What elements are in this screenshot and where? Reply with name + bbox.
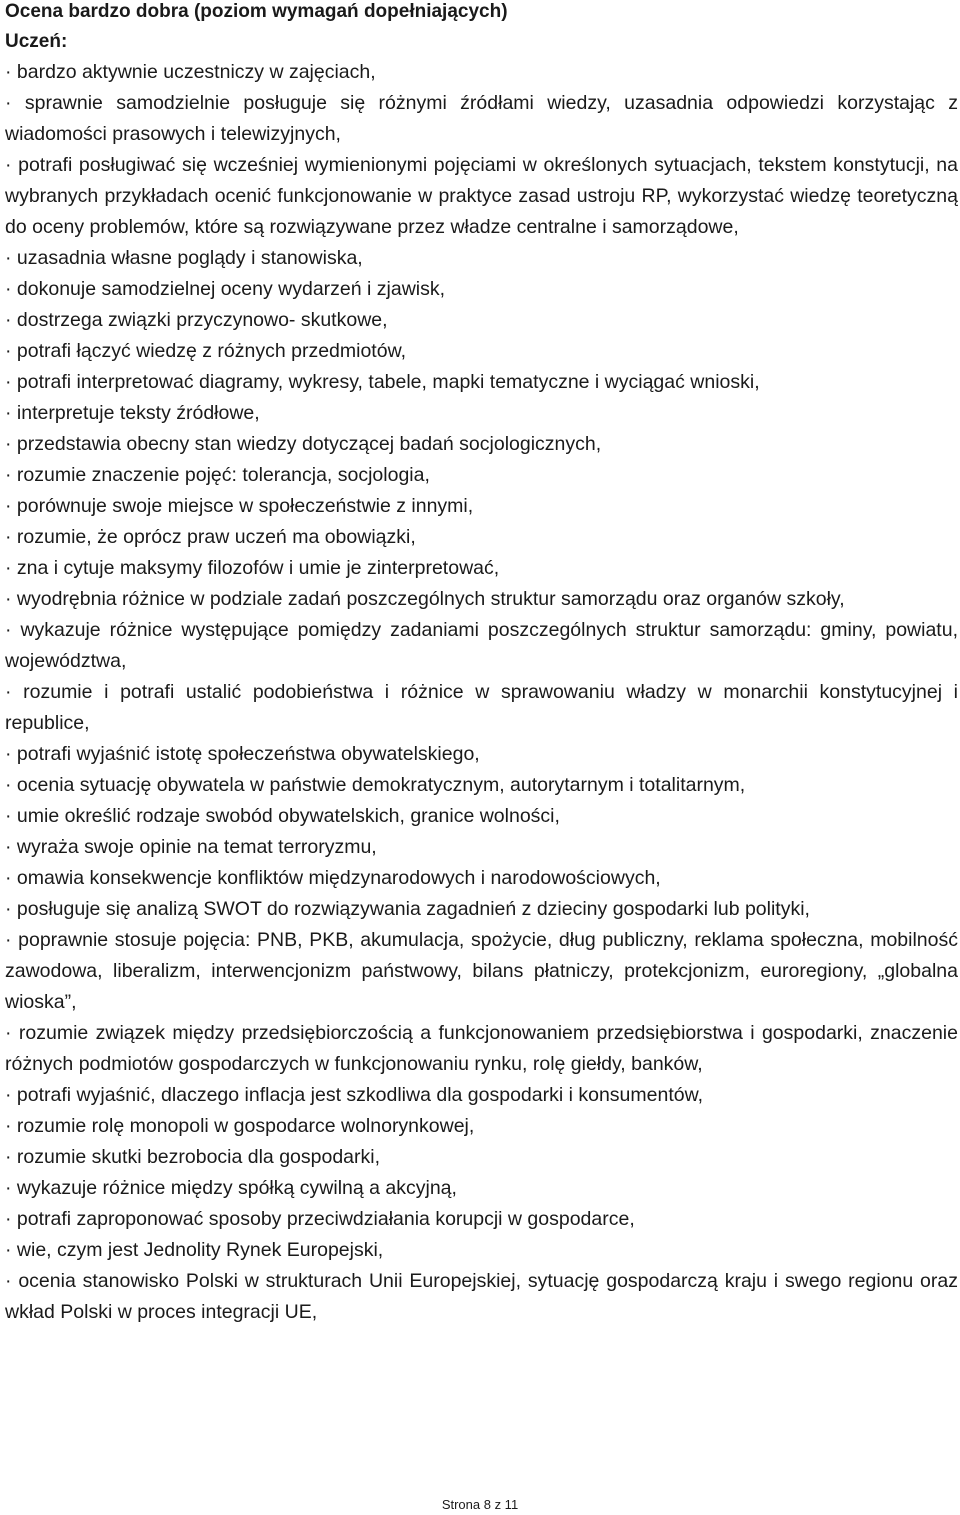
list-item: · rozumie, że oprócz praw uczeń ma obowiązki, xyxy=(5,526,416,548)
list-item: · dokonuje samodzielnej oceny wydarzeń i zjawisk, xyxy=(5,278,446,300)
list-item: · wykazuje różnice występujące pomiędzy zadaniami poszczególnych struktur samorządu: gminy, powiatu, województwa, xyxy=(5,619,958,672)
list-item: · przedstawia obecny stan wiedzy dotyczącej badań socjologicznych, xyxy=(5,433,602,455)
list-item: · potrafi łączyć wiedzę z różnych przedmiotów, xyxy=(5,340,406,362)
list-item: · omawia konsekwencje konfliktów międzynarodowych i narodowościowych, xyxy=(5,867,661,889)
list-item: · uzasadnia własne poglądy i stanowiska, xyxy=(5,247,363,269)
section-subtitle: Uczeń: xyxy=(5,31,68,52)
list-item: · porównuje swoje miejsce w społeczeństwie z innymi, xyxy=(5,495,474,517)
page-number: Strona 8 z 11 xyxy=(441,1497,519,1512)
list-item: · bardzo aktywnie uczestniczy w zajęciach, xyxy=(5,61,376,83)
list-item: · potrafi posługiwać się wcześniej wymienionymi pojęciami w określonych sytuacjach, tekstem konstytucji, na wybranych przykładach ocenić funkcjonowanie w praktyce zasad ustroju RP, wykorzystać wiedzę teoretyczną do oceny problemów, które są rozwiązywane przez władze centralne i samorządowe, xyxy=(5,154,958,238)
list-item: · rozumie znaczenie pojęć: tolerancja, socjologia, xyxy=(5,464,430,486)
requirements-list xyxy=(5,57,958,1328)
page-footer xyxy=(0,1497,960,1513)
list-item: · potrafi wyjaśnić, dlaczego inflacja jest szkodliwa dla gospodarki i konsumentów, xyxy=(5,1084,704,1106)
list-item: · rozumie rolę monopoli w gospodarce wolnorynkowej, xyxy=(5,1115,475,1137)
list-item: · wyodrębnia różnice w podziale zadań poszczególnych struktur samorządu oraz organów szkoły, xyxy=(5,588,845,610)
list-item: · poprawnie stosuje pojęcia: PNB, PKB, akumulacja, spożycie, dług publiczny, reklama społeczna, mobilność zawodowa, liberalizm, interwencjonizm państwowy, bilans płatniczy, protekcjonizm, euroregiony, „globalna wioska”, xyxy=(5,929,958,1013)
list-item: · potrafi wyjaśnić istotę społeczeństwa obywatelskiego, xyxy=(5,743,480,765)
list-item: · zna i cytuje maksymy filozofów i umie je zinterpretować, xyxy=(5,557,500,579)
list-item: · ocenia stanowisko Polski w strukturach Unii Europejskiej, sytuację gospodarczą kraju i swego regionu oraz wkład Polski w proces integracji UE, xyxy=(5,1270,958,1323)
section-title: Ocena bardzo dobra (poziom wymagań dopełniających) xyxy=(5,1,508,22)
list-item: · wykazuje różnice między spółką cywilną a akcyjną, xyxy=(5,1177,457,1199)
list-item: · rozumie związek między przedsiębiorczością a funkcjonowaniem przedsiębiorstwa i gospodarki, znaczenie różnych podmiotów gospodarczych w funkcjonowaniu rynku, rolę giełdy, banków, xyxy=(5,1022,958,1075)
document-body xyxy=(5,0,958,1328)
list-item: · wyraża swoje opinie na temat terroryzmu, xyxy=(5,836,377,858)
list-item: · rozumie skutki bezrobocia dla gospodarki, xyxy=(5,1146,381,1168)
list-item: · umie określić rodzaje swobód obywatelskich, granice wolności, xyxy=(5,805,560,827)
list-item: · interpretuje teksty źródłowe, xyxy=(5,402,260,424)
list-item: · potrafi zaproponować sposoby przeciwdziałania korupcji w gospodarce, xyxy=(5,1208,635,1230)
list-item: · posługuje się analizą SWOT do rozwiązywania zagadnień z dzieciny gospodarki lub polityki, xyxy=(5,898,810,920)
list-item: · wie, czym jest Jednolity Rynek Europejski, xyxy=(5,1239,384,1261)
list-item: · rozumie i potrafi ustalić podobieństwa i różnice w sprawowaniu władzy w monarchii konstytucyjnej i republice, xyxy=(5,681,958,734)
list-item: · ocenia sytuację obywatela w państwie demokratycznym, autorytarnym i totalitarnym, xyxy=(5,774,746,796)
list-item: · sprawnie samodzielnie posługuje się różnymi źródłami wiedzy, uzasadnia odpowiedzi korzystając z wiadomości prasowych i telewizyjnych, xyxy=(5,92,958,145)
list-item: · dostrzega związki przyczynowo- skutkowe, xyxy=(5,309,388,331)
list-item: · potrafi interpretować diagramy, wykresy, tabele, mapki tematyczne i wyciągać wnioski, xyxy=(5,371,760,393)
